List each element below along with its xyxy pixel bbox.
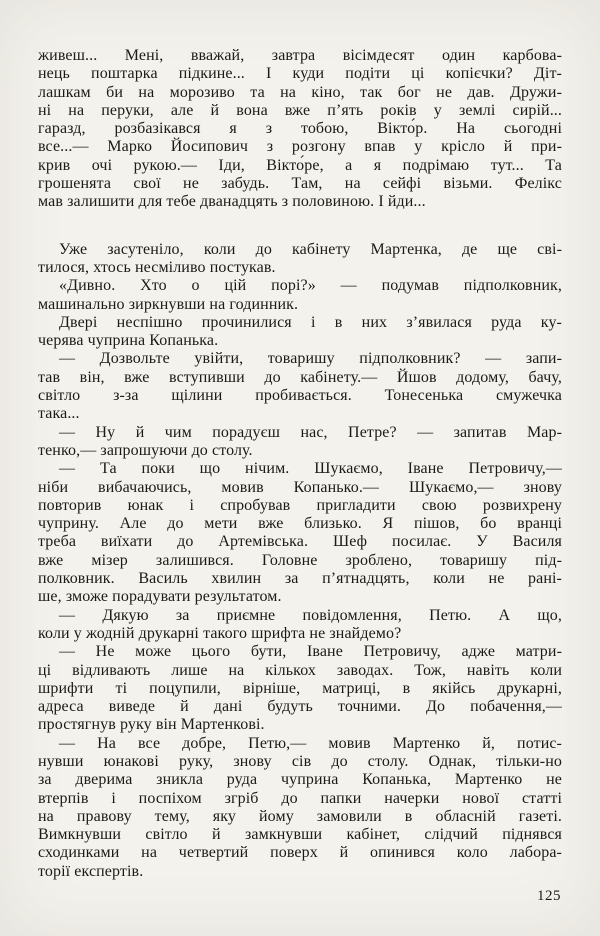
text-line: — Та поки що нічим. Шукаємо, Іване Петровичу,— (59, 460, 562, 478)
text-line: гаразд, розбазікався я з тобою, Вікто́р. На сьогодні (38, 120, 562, 138)
text-line: полковник. Василь хвилин за п’ятнадцять, коли не рані- (38, 570, 562, 588)
text-line: простягнув руку він Мартенкові. (38, 716, 265, 734)
paragraph (38, 607, 562, 644)
text-line: — Дозвольте увійти, товаришу підполковник? — запи- (59, 350, 562, 368)
text-line: все...— Марко Йосипович з розгону впав у крісло й при- (38, 138, 562, 156)
text-line: світло з-за щілини пробивається. Тонесенька смужечка (38, 387, 562, 405)
text-line: сходинками на четвертий поверх й опинився коло лабора- (38, 844, 562, 862)
text-line: — Не може цього бути, Іване Петровичу, адже матри- (59, 643, 562, 661)
text-line: вже мізер залишився. Головне зроблено, товаришу під- (38, 551, 562, 569)
text-line: Вимкнувши світло й замкнувши кабінет, слідчий піднявся (38, 826, 562, 844)
paragraph (38, 424, 562, 461)
text-line: адреса виведе й дані будуть точними. До побачення,— (38, 698, 562, 716)
text-line: — Ну й чим порадуєш нас, Петре? — запитав Мар- (59, 423, 562, 441)
text-line: така... (38, 405, 80, 423)
paragraph (38, 350, 562, 423)
text-line: коли у жодній друкарні такого шрифта не знайдемо? (38, 624, 402, 642)
text-line: машинально зиркнувши на годинник. (38, 295, 299, 313)
text-line: тав він, вже вступивши до кабінету.— Йшов додому, бачу, (38, 368, 562, 386)
text-line: ці відливають лише на кількох заводах. Тож, навіть коли (38, 661, 562, 679)
text-line: ні на перуки, але й вона вже п’ять років у землі сирій... (38, 101, 562, 119)
text-line: лашкам би на морозиво та на кіно, так бог не дав. Дружи- (38, 83, 562, 101)
text-line: треба виїхати до Артемівська. Шеф посилає. У Василя (38, 533, 562, 551)
text-line: Двері неспішно прочинилися і в них з’явилася руда ку- (59, 313, 562, 331)
text-line: ніби вибачаючись, мовив Копанько.— Шукаємо,— знову (38, 478, 562, 496)
text-line: мав залишити для тебе дванадцять з половиною. І йди... (38, 193, 426, 211)
text-line: втерпів і поспіхом згріб до папки начерки нової статті (38, 789, 562, 807)
text-line: тенко,— запрошуючи до столу. (38, 441, 253, 459)
paragraph (38, 643, 562, 734)
text-line: тилося, хтось несміливо постукав. (38, 258, 276, 276)
text-line: — На все добре, Петю,— мовив Мартенко й, потис- (59, 734, 562, 752)
text-line: «Дивно. Хто о цій порі?» — подумав підполковник, (59, 277, 562, 295)
paragraph (38, 47, 562, 212)
text-line: чуприну. Але до мети вже близько. Я пішов, бо вранці (38, 515, 562, 533)
text-line: повторив юнак і спробував пригладити свою розвихрену (38, 496, 562, 514)
text-line: крив очі рукою.— Іди, Вікто́ре, а я подрімаю тут... Та (38, 156, 562, 174)
text-line: ше, зможе порадувати результатом. (38, 588, 282, 606)
paragraph (38, 314, 562, 351)
text-line: — Дякую за приємне повідомлення, Петю. А що, (59, 606, 562, 624)
text-line: нувши юнакові руку, знову сів до столу. Однак, тільки-но (38, 752, 562, 770)
text-line: черява чуприна Копанька. (38, 332, 219, 350)
text-line: шрифти ті поцупили, вірніше, матриці, в якійсь друкарні, (38, 679, 562, 697)
paragraph (38, 277, 562, 314)
text-line: торії експертів. (38, 862, 144, 880)
text-line: на правову тему, яку йому замовили в обласній газеті. (38, 807, 562, 825)
text-line: Уже засутеніло, коли до кабінету Мартенка, де ще сві- (59, 240, 562, 258)
paragraph (38, 241, 562, 278)
paragraph (38, 460, 562, 606)
text-line: за дверима зникла руда чуприна Копанька, Мартенко не (38, 771, 562, 789)
page-number: 125 (537, 888, 561, 904)
text-line: живеш... Мені, вважай, завтра вісімдесят один карбова- (38, 47, 562, 64)
text-block (38, 47, 562, 881)
text-line: грошенята свої не забудь. Там, на сейфі візьми. Фелікс (38, 175, 562, 193)
text-line: нець поштарка підкине... І куди подіти ці копієчки? Діт- (38, 65, 562, 83)
paragraph (38, 735, 562, 881)
